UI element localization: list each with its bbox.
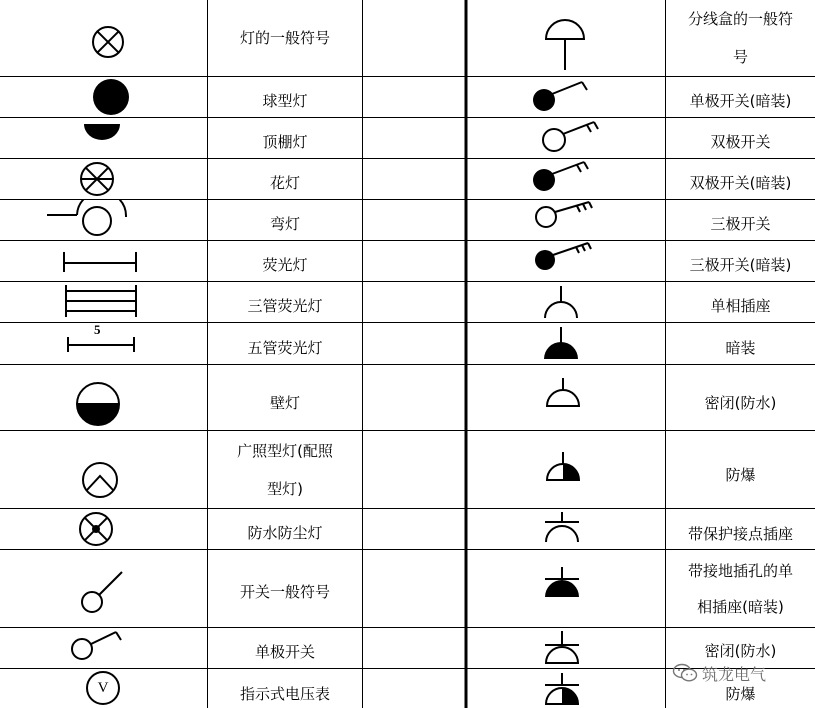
bent-lamp-icon [44, 199, 130, 239]
single-pole-switch-icon [68, 627, 124, 667]
left-name-6: 荧光灯 [262, 256, 308, 274]
left-name-7: 三管荧光灯 [247, 297, 323, 315]
right-name-10: 防爆 [725, 465, 756, 484]
left-name-10: 广照型灯(配照 型灯) [237, 441, 333, 498]
grounded-socket-explosion-proof-icon [541, 671, 583, 708]
right-name-2: 单极开关(暗装) [689, 92, 792, 110]
right-name-1: 分线盒的一般符 号 [687, 10, 793, 66]
left-name-4: 花灯 [269, 174, 300, 192]
left-name-11: 防水防尘灯 [247, 524, 323, 542]
left-name-14: 指示式电压表 [239, 684, 330, 703]
three-tube-fluorescent-icon [62, 283, 140, 319]
voltmeter-icon [84, 670, 122, 708]
globe-lamp-icon [90, 78, 132, 116]
right-name-12: 带接地插孔的单 相插座(暗装) [687, 561, 793, 616]
protective-contact-socket-icon [541, 510, 583, 544]
right-name-4: 双极开关(暗装) [689, 174, 792, 192]
left-name-1: 灯的一般符号 [239, 29, 330, 47]
single-pole-switch-concealed-icon [530, 76, 592, 116]
waterproof-dustproof-lamp-icon [76, 510, 116, 548]
left-name-2: 球型灯 [262, 92, 308, 110]
right-name-3: 双极开关 [710, 133, 771, 151]
right-name-11: 带保护接点插座 [687, 525, 793, 543]
left-name-5: 弯灯 [269, 215, 300, 233]
left-name-8: 五管荧光灯 [247, 338, 323, 357]
switch-general-icon [78, 567, 126, 615]
five-tube-count-label: 5 [94, 322, 101, 337]
left-name-9: 壁灯 [269, 393, 300, 412]
chandelier-icon [78, 160, 116, 198]
triple-pole-switch-icon [533, 197, 595, 235]
double-pole-switch-icon [540, 116, 602, 156]
socket-explosion-proof-icon [543, 450, 583, 486]
left-name-13: 单极开关 [254, 643, 315, 661]
left-name-12: 开关一般符号 [239, 582, 330, 601]
right-name-8: 暗装 [725, 338, 756, 357]
lamp-general-icon [85, 22, 131, 62]
ceiling-lamp-icon [82, 122, 122, 142]
wechat-logo-icon [672, 663, 698, 683]
socket-concealed-icon [541, 325, 581, 361]
five-tube-fluorescent-icon [64, 322, 138, 353]
junction-box-icon [543, 18, 587, 74]
left-name-3: 顶棚灯 [262, 133, 308, 151]
right-name-13: 密闭(防水) [704, 642, 777, 660]
socket-sealed-icon [543, 376, 583, 412]
grounded-socket-concealed-icon [541, 565, 583, 599]
single-phase-socket-icon [541, 284, 581, 320]
right-name-9: 密闭(防水) [704, 393, 777, 412]
triple-pole-switch-concealed-icon [532, 238, 594, 278]
wall-lamp-icon [74, 380, 122, 428]
right-name-5: 三极开关 [710, 215, 771, 233]
right-name-14: 防爆 [725, 684, 756, 703]
right-name-7: 单相插座 [710, 297, 771, 315]
fluorescent-lamp-icon [60, 250, 140, 274]
voltmeter-label: V [97, 680, 109, 696]
double-pole-switch-concealed-icon [530, 157, 592, 197]
wide-beam-lamp-icon [80, 460, 120, 500]
watermark-text: 筑龙电气 [702, 664, 767, 684]
right-name-6: 三极开关(暗装) [689, 256, 792, 274]
grounded-socket-sealed-icon [541, 629, 583, 667]
watermark [672, 660, 766, 686]
